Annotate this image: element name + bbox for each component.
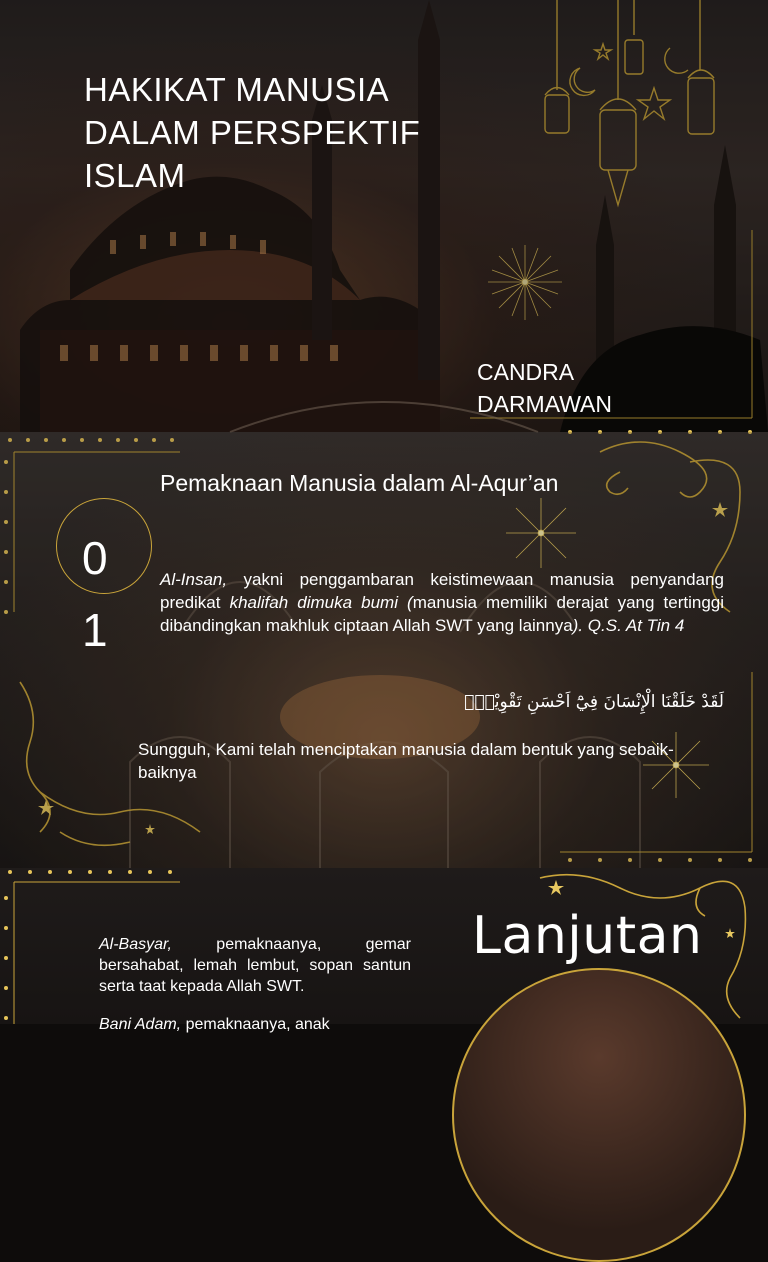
para-text-b: manusia memiliki derajat yang tertinggi dibandingkan makhluk ciptaan Allah SWT yang lainnya — [160, 593, 725, 635]
term-bani-adam: Bani Adam, — [99, 1016, 182, 1033]
para-reference: ). Q.S. At Tin 4 — [572, 616, 685, 635]
section-heading: Lanjutan — [472, 906, 703, 966]
para-text-a: yakni penggambaran keistimewaan manusia penyandang predikat — [160, 570, 724, 612]
presentation-title — [84, 68, 464, 197]
title-line-1: HAKIKAT MANUSIA — [84, 71, 390, 108]
term-al-basyar: Al-Basyar, — [99, 936, 172, 953]
content-slide-2 — [0, 868, 768, 1033]
para-text: pemaknaanya, anak — [181, 1016, 330, 1033]
section-number-top: 0 — [82, 532, 108, 584]
title-line-2: DALAM PERSPEKTIF — [84, 114, 421, 151]
author-line-1: CANDRA — [477, 359, 575, 385]
paragraph-al-basyar — [99, 934, 411, 997]
title-line-3: ISLAM — [84, 157, 186, 194]
section-heading: Pemaknaan Manusia dalam Al-Aqur’an — [160, 470, 559, 496]
section-number-bottom: 1 — [82, 604, 108, 656]
term-al-insan: Al-Insan, — [160, 570, 228, 589]
arabic-verse: لَقَدْ خَلَقْنَا الْإِنْسَانَ فِيْٓ اَحْسَنِ تَقْوِيْمٍۖ — [464, 692, 724, 712]
verse-translation: Sungguh, Kami telah menciptakan manusia dalam bentuk yang sebaik-baiknya — [138, 740, 674, 782]
title-slide — [0, 0, 768, 432]
paragraph-bani-adam — [99, 1014, 411, 1035]
author-name — [477, 356, 677, 420]
para-italic-khalifah: khalifah dimuka bumi ( — [229, 593, 413, 612]
content-slide-1 — [0, 432, 768, 868]
image-circle — [452, 968, 746, 1262]
author-line-2: DARMAWAN — [477, 391, 613, 417]
paragraph-al-insan — [160, 568, 724, 637]
para-text: pemaknaanya, gemar bersahabat, lemah lembut, sopan santun serta taat kepada Allah SWT. — [99, 936, 411, 995]
